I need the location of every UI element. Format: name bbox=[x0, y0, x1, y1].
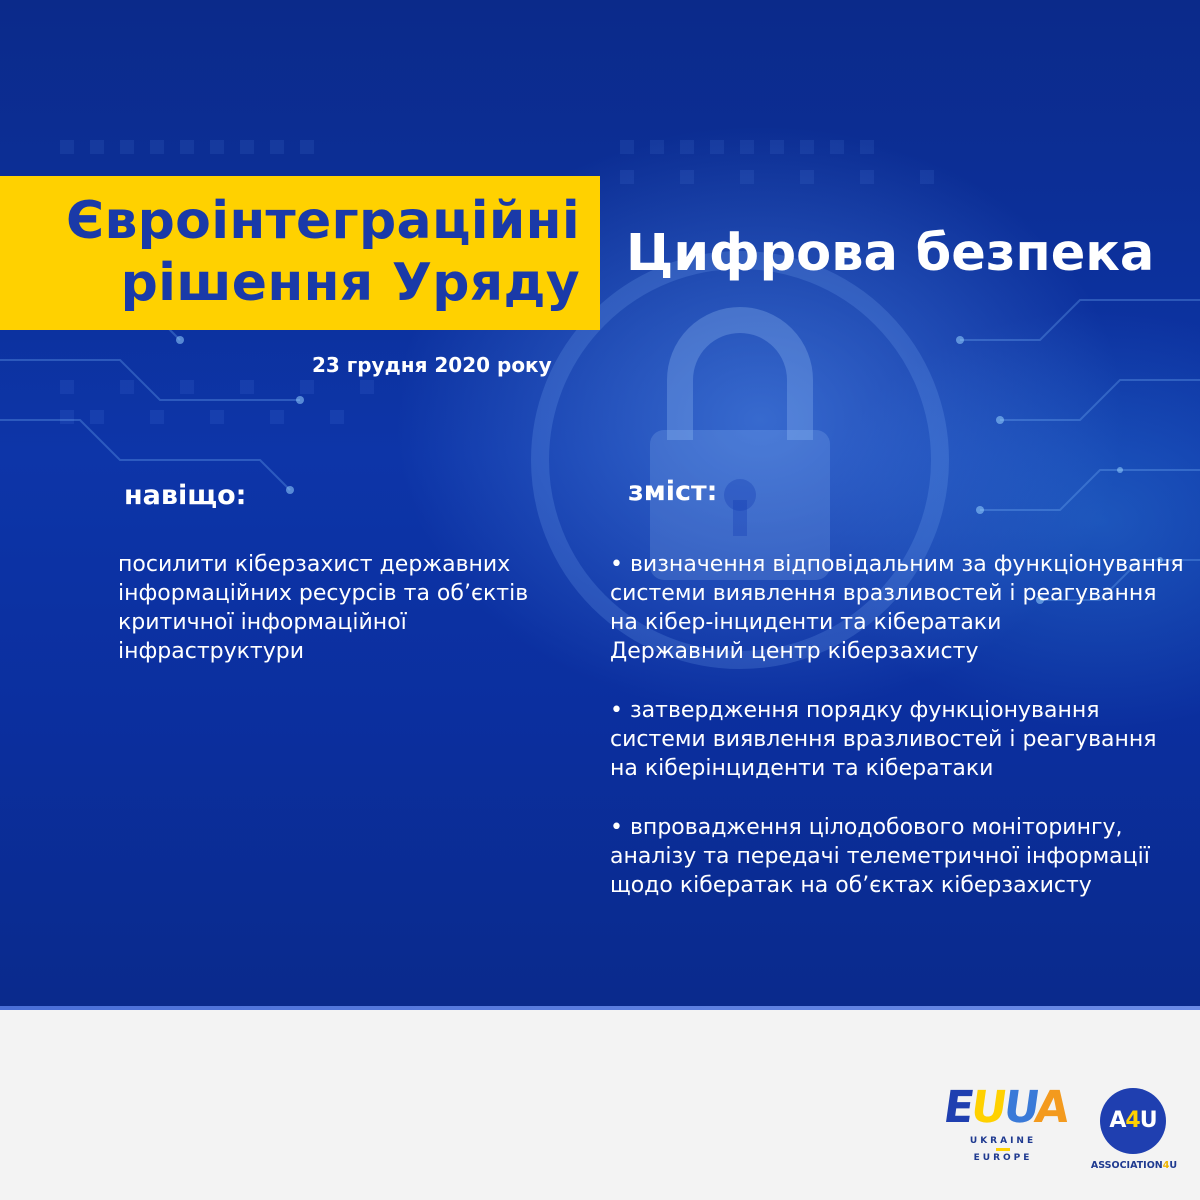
association4u-logo-caption: ASSOCIATION4U bbox=[1090, 1160, 1178, 1171]
why-text: посилити кіберзахист державних інформаційних ресурсів та об’єктів критичної інформаційної інфраструктури bbox=[118, 552, 529, 664]
euua-logo-mark: EUUA bbox=[940, 1082, 1070, 1133]
divider bbox=[0, 1006, 1200, 1010]
why-heading: навіщо: bbox=[124, 480, 247, 511]
content-list bbox=[610, 550, 1190, 930]
date-label: 23 грудня 2020 року bbox=[312, 353, 552, 377]
association4u-logo-mark: A4U bbox=[1109, 1108, 1157, 1133]
euua-logo-line-2: EUROPE bbox=[973, 1153, 1033, 1163]
association4u-logo-circle bbox=[1100, 1088, 1166, 1154]
content-item: • визначення відповідальним за функціонування системи виявлення вразливостей і реагування на кібер-інциденти та кібератаки Державний центр кіберзахисту bbox=[610, 552, 1184, 664]
title-banner bbox=[0, 176, 600, 330]
association4u-logo bbox=[1088, 1088, 1180, 1174]
topic-heading: Цифрова безпека bbox=[626, 224, 1155, 283]
euua-logo-line-1: UKRAINE bbox=[969, 1136, 1037, 1146]
content-heading: зміст: bbox=[628, 476, 718, 507]
content-item: • впровадження цілодобового моніторингу, аналізу та передачі телеметричної інформації щодо кібератак на об’єктах кіберзахисту bbox=[610, 815, 1150, 898]
euua-logo bbox=[940, 1080, 1070, 1174]
content-item: • затвердження порядку функціонування системи виявлення вразливостей і реагування на кіберінциденти та кібератаки bbox=[610, 698, 1157, 781]
euua-logo-dash bbox=[996, 1148, 1010, 1151]
title-line-1: Євроінтеграційні bbox=[65, 191, 580, 251]
title-line-2: рішення Уряду bbox=[120, 253, 580, 313]
euua-logo-caption bbox=[958, 1134, 1048, 1165]
